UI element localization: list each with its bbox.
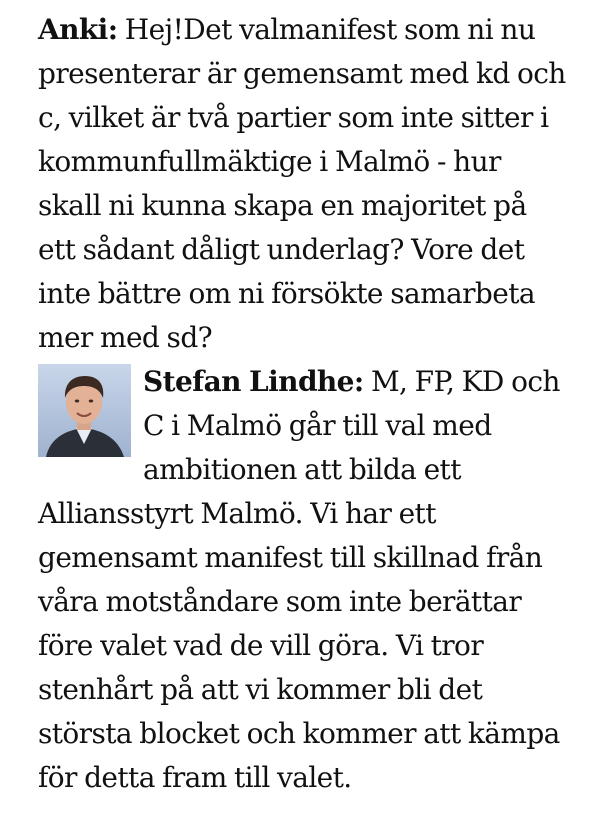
speaker-photo-image [38,364,131,457]
answer-speaker: Stefan Lindhe: [143,365,364,398]
answer-text: M, FP, KD och C i Malmö går till val med ambitionen att bilda ett Alliansstyrt Malmö. Vi har ett gemensamt manifest till skillnad från våra motståndare som inte berättar före valet vad de vill göra. Vi tror stenhårt på att vi kommer bli det största blocket och kommer att kämpa för detta fram till valet. [38,365,560,794]
answer-paragraph [38,360,566,800]
question-text: Hej!Det valmanifest som ni nu presenterar är gemensamt med kd och c, vilket är två partier som inte sitter i kommunfullmäktige i Malmö - hur skall ni kunna skapa en majoritet på ett sådant dåligt underlag? Vore det inte bättre om ni försökte samarbeta mer med sd? [38,13,566,354]
speaker-photo [38,364,131,457]
question-speaker: Anki: [38,13,118,46]
question-paragraph [38,8,566,360]
chat-transcript [38,8,566,800]
